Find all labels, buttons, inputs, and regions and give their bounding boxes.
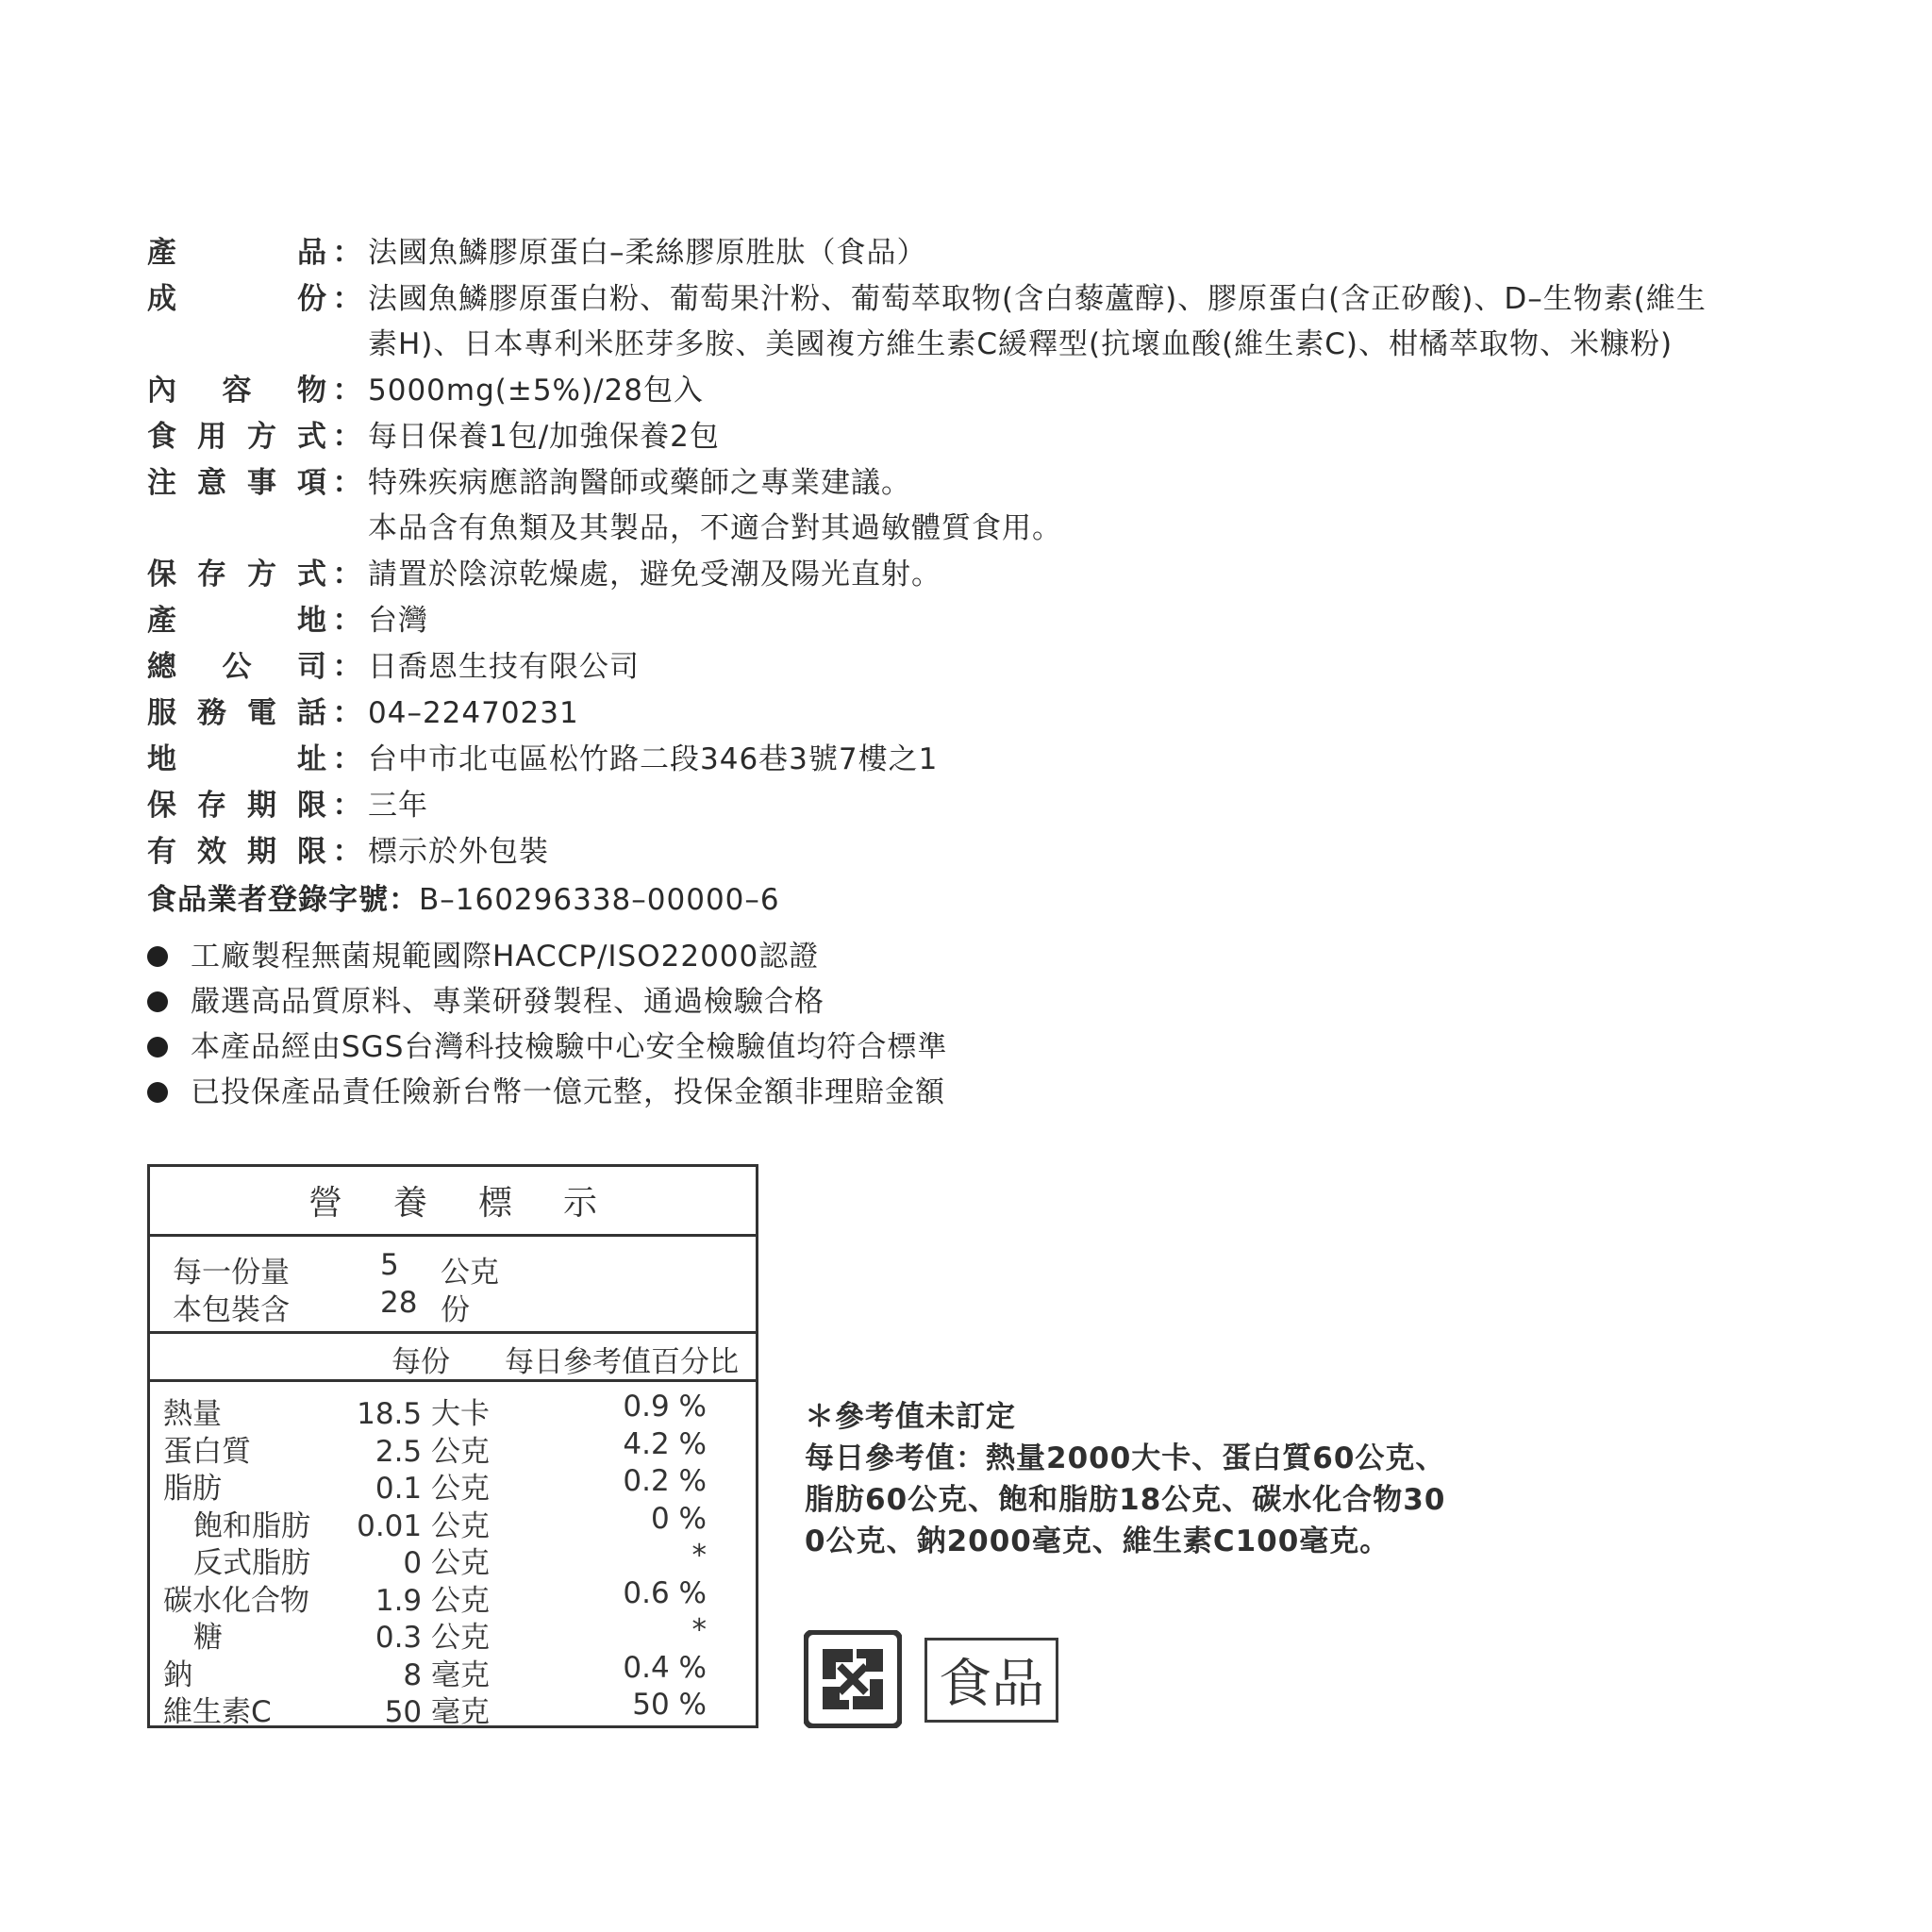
- nutrient-amount: 18.5 大卡: [357, 1397, 490, 1431]
- info-label: 有 效 期 限: [147, 835, 326, 869]
- info-row: [147, 460, 1807, 551]
- info-row: [147, 230, 1807, 275]
- serving-size-label: 每一份量: [173, 1256, 290, 1290]
- info-value-line: 請置於陰涼乾燥處，避免受潮及陽光直射。: [368, 558, 941, 591]
- info-label: 總 公 司: [147, 650, 326, 684]
- info-value-line: 台中市北屯區松竹路二段346巷3號7樓之1: [368, 742, 939, 776]
- nutrition-header: [150, 1334, 756, 1382]
- nutrition-title: 營養標示: [150, 1167, 756, 1237]
- info-row: [147, 737, 1807, 782]
- serving-info: [150, 1237, 756, 1334]
- nutrient-amount: 0.3 公克: [375, 1621, 490, 1655]
- info-row: [147, 552, 1807, 597]
- nutrient-amount: 1.9 公克: [375, 1583, 490, 1618]
- nutrient-daily-pct: *: [691, 1539, 707, 1573]
- nutrient-daily-pct: *: [691, 1613, 707, 1647]
- nutrient-amount: 50 毫克: [384, 1695, 490, 1729]
- nutrient-amount: 0 公克: [403, 1546, 490, 1580]
- info-colon: ：: [332, 835, 362, 869]
- nutrient-daily-pct: 0.6 %: [623, 1575, 707, 1610]
- nutrition-row: [150, 1575, 756, 1618]
- nutrition-row: [150, 1650, 756, 1692]
- nutrient-name: 飽和脂肪: [193, 1508, 310, 1543]
- info-value: [368, 829, 1807, 874]
- info-value: [368, 644, 1807, 690]
- info-colon: ：: [332, 789, 362, 823]
- info-colon: ：: [332, 742, 362, 776]
- feature-item: [147, 1024, 947, 1070]
- info-label: 服 務 電 話: [147, 696, 326, 730]
- info-value-line: 特殊疾病應諮詢醫師或藥師之專業建議。: [368, 466, 911, 500]
- info-label: 保 存 方 式: [147, 558, 326, 591]
- feature-item: [147, 979, 947, 1024]
- bullet-dot-icon: [147, 1037, 168, 1058]
- nutrient-daily-pct: 4.2 %: [623, 1426, 707, 1461]
- note-line: 脂肪60公克、飽和脂肪18公克、碳水化合物30: [805, 1483, 1446, 1517]
- bullet-dot-icon: [147, 946, 168, 967]
- info-colon: ：: [332, 420, 362, 454]
- nutrient-daily-pct: 0.9 %: [623, 1390, 707, 1424]
- servings-unit: 份: [441, 1293, 470, 1327]
- nutrient-name: 脂肪: [163, 1472, 222, 1506]
- nutrient-name: 反式脂肪: [193, 1546, 310, 1580]
- info-row: [147, 691, 1807, 736]
- feature-text: 嚴選高品質原料、專業研發製程、通過檢驗合格: [191, 985, 824, 1019]
- info-value: [368, 230, 1807, 275]
- info-value-line: 三年: [368, 789, 428, 823]
- servings-value: 28: [380, 1286, 418, 1320]
- registration-number: [147, 875, 780, 918]
- food-mark: 食品: [924, 1638, 1058, 1723]
- note-line: ＊參考值未訂定: [805, 1400, 1016, 1434]
- info-colon: ：: [332, 696, 362, 730]
- info-colon: ：: [332, 650, 362, 684]
- nutrition-row: [150, 1539, 756, 1580]
- info-value: [368, 460, 1807, 551]
- info-value: [368, 783, 1807, 828]
- nutrition-row: [150, 1426, 756, 1469]
- info-row: [147, 783, 1807, 828]
- info-value: [368, 552, 1807, 597]
- per-serving-header: 每份: [391, 1345, 450, 1379]
- info-value-line: 法國魚鱗膠原蛋白粉、葡萄果汁粉、葡萄萃取物(含白藜蘆醇)、膠原蛋白(含正矽酸)、D–生物素(維生: [368, 282, 1707, 316]
- registration-label: 食品業者登錄字號：: [147, 883, 419, 917]
- nutrition-row: [150, 1688, 756, 1729]
- bullet-dot-icon: [147, 991, 168, 1012]
- recycle-icon: [804, 1630, 902, 1728]
- info-value: [368, 276, 1807, 367]
- info-label: 注 意 事 項: [147, 466, 326, 500]
- info-value: [368, 691, 1807, 736]
- info-colon: ：: [332, 466, 362, 500]
- info-value-line: 本品含有魚類及其製品，不適合對其過敏體質食用。: [368, 511, 1062, 545]
- reference-note: [805, 1396, 1541, 1562]
- nutrient-daily-pct: 0.4 %: [623, 1650, 707, 1685]
- info-colon: ：: [332, 374, 362, 408]
- info-label: 地 址: [147, 742, 326, 776]
- info-value-line: 素H)、日本專利米胚芽多胺、美國複方維生素C緩釋型(抗壞血酸(維生素C)、柑橘萃取物、米糠粉): [368, 327, 1674, 361]
- servings-label: 本包裝含: [173, 1293, 290, 1327]
- feature-text: 工廠製程無菌規範國際HACCP/ISO22000認證: [191, 940, 820, 974]
- info-label: 成 份: [147, 282, 326, 316]
- info-value: [368, 737, 1807, 782]
- info-row: [147, 414, 1807, 459]
- feature-item: [147, 1070, 947, 1115]
- info-row: [147, 829, 1807, 874]
- bullet-dot-icon: [147, 1082, 168, 1103]
- info-value: [368, 414, 1807, 459]
- nutrition-row: [150, 1613, 756, 1655]
- info-colon: ：: [332, 282, 362, 316]
- info-value-line: 每日保養1包/加強保養2包: [368, 420, 720, 454]
- nutrient-name: 鈉: [163, 1657, 192, 1692]
- nutrient-amount: 0.01 公克: [357, 1508, 490, 1543]
- nutrient-daily-pct: 50 %: [632, 1688, 707, 1722]
- info-value-line: 台灣: [368, 604, 428, 638]
- info-label: 產 地: [147, 604, 326, 638]
- info-value: [368, 598, 1807, 643]
- note-line: 每日參考值：熱量2000大卡、蛋白質60公克、: [805, 1441, 1446, 1475]
- info-row: [147, 368, 1807, 413]
- info-value: [368, 368, 1807, 413]
- nutrition-row: [150, 1501, 756, 1543]
- nutrient-daily-pct: 0.2 %: [623, 1464, 707, 1498]
- nutrient-amount: 8 毫克: [403, 1657, 490, 1692]
- nutrient-daily-pct: 0 %: [650, 1501, 707, 1536]
- note-line: 0公克、鈉2000毫克、維生素C100毫克。: [805, 1524, 1391, 1558]
- info-colon: ：: [332, 236, 362, 270]
- daily-pct-header: 每日參考值百分比: [505, 1345, 739, 1379]
- nutrient-name: 熱量: [163, 1397, 222, 1431]
- feature-text: 已投保產品責任險新台幣一億元整，投保金額非理賠金額: [191, 1075, 945, 1109]
- info-value-line: 04–22470231: [368, 696, 579, 730]
- info-row: [147, 598, 1807, 643]
- feature-text: 本產品經由SGS台灣科技檢驗中心安全檢驗值均符合標準: [191, 1030, 948, 1064]
- info-row: [147, 644, 1807, 690]
- info-value-line: 日喬恩生技有限公司: [368, 650, 640, 684]
- info-label: 保 存 期 限: [147, 789, 326, 823]
- nutrition-row: [150, 1464, 756, 1506]
- product-info: [147, 230, 1807, 875]
- nutrient-name: 碳水化合物: [163, 1583, 309, 1618]
- feature-item: [147, 934, 947, 979]
- registration-value: B–160296338–00000–6: [419, 883, 780, 917]
- feature-list: [147, 934, 947, 1115]
- nutrient-name: 蛋白質: [163, 1434, 251, 1469]
- info-colon: ：: [332, 558, 362, 591]
- nutrient-name: 糖: [193, 1621, 223, 1655]
- info-label: 產 品: [147, 236, 326, 270]
- nutrition-label: [147, 1164, 758, 1728]
- info-value-line: 5000mg(±5%)/28包入: [368, 374, 705, 408]
- info-value-line: 標示於外包裝: [368, 835, 549, 869]
- info-row: [147, 276, 1807, 367]
- nutrition-row: [150, 1390, 756, 1431]
- serving-size-value: 5: [380, 1248, 399, 1282]
- nutrient-amount: 2.5 公克: [375, 1434, 490, 1469]
- info-value-line: 法國魚鱗膠原蛋白–柔絲膠原胜肽（食品）: [368, 236, 927, 270]
- nutrition-rows: [150, 1382, 756, 1729]
- nutrient-name: 維生素C: [163, 1695, 272, 1729]
- info-label: 食 用 方 式: [147, 420, 326, 454]
- serving-size-unit: 公克: [441, 1256, 499, 1290]
- info-colon: ：: [332, 604, 362, 638]
- nutrient-amount: 0.1 公克: [375, 1472, 490, 1506]
- info-label: 內 容 物: [147, 374, 326, 408]
